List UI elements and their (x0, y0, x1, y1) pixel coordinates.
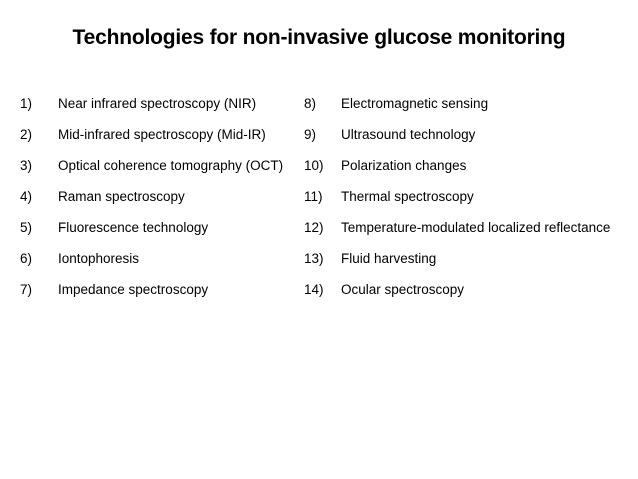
list-item-text: Optical coherence tomography (OCT) (58, 158, 284, 173)
list-item-number: 9) (304, 127, 317, 142)
list-item-text: Fluorescence technology (58, 220, 209, 235)
list-item-number: 4) (20, 189, 33, 204)
list-item-number: 12) (304, 220, 324, 235)
list-item-text: Near infrared spectroscopy (NIR) (58, 96, 257, 111)
list-item-number: 11) (304, 189, 323, 204)
list-item-number: 10) (304, 158, 324, 173)
list-item-number: 6) (20, 251, 33, 266)
list-item-text: Fluid harvesting (341, 251, 437, 266)
list-item-number: 3) (20, 158, 33, 173)
list-item-number: 7) (20, 282, 33, 297)
list-item-number: 8) (304, 96, 317, 111)
list-item-number: 5) (20, 220, 33, 235)
list-item-number: 13) (304, 251, 324, 266)
list-item-text: Ocular spectroscopy (341, 282, 465, 297)
list-item-text: Raman spectroscopy (58, 189, 185, 204)
list-item-text: Temperature-modulated localized reflectance (341, 220, 611, 235)
slide-title: Technologies for non-invasive glucose monitoring (72, 26, 566, 49)
list-item-text: Polarization changes (341, 158, 467, 173)
list-item-number: 2) (20, 127, 33, 142)
list-item-text: Mid-infrared spectroscopy (Mid-IR) (58, 127, 266, 142)
list-item-text: Iontophoresis (58, 251, 140, 266)
list-item-text: Thermal spectroscopy (341, 189, 474, 204)
list-item-number: 14) (304, 282, 324, 297)
list-item-text: Ultrasound technology (341, 127, 476, 142)
list-item-text: Impedance spectroscopy (58, 282, 209, 297)
list-item-text: Electromagnetic sensing (341, 96, 489, 111)
list-item-number: 1) (20, 96, 33, 111)
